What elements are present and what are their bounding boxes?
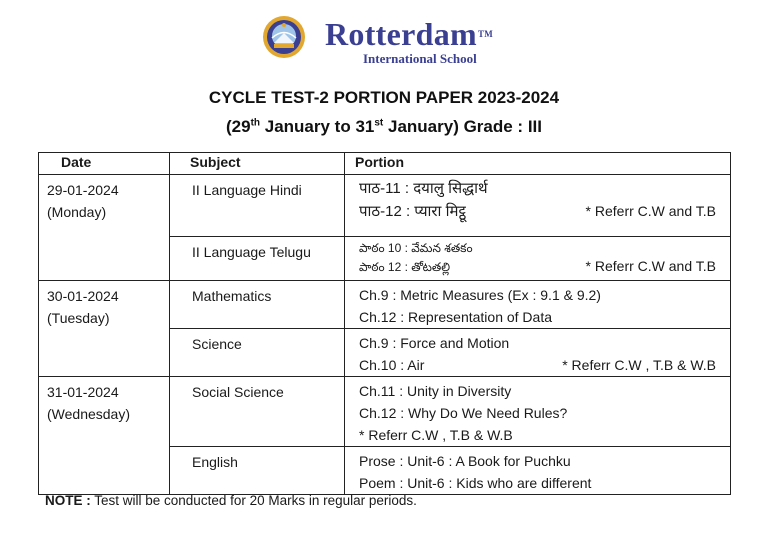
exam-date: 29-01-2024 <box>47 182 119 198</box>
portion-line: పాఠం 10 : వేమన శతకం <box>359 241 473 255</box>
date-cell <box>39 175 170 281</box>
column-header-date: Date <box>39 153 170 175</box>
reference-note: * Referr C.W , T.B & W.B <box>562 357 716 373</box>
portion-cell <box>345 237 731 281</box>
subject-cell: English <box>170 447 345 495</box>
subject-cell: Mathematics <box>170 281 345 329</box>
portion-line: Poem : Unit-6 : Kids who are different <box>359 475 592 491</box>
portion-line: Ch.9 : Force and Motion <box>359 335 510 351</box>
trademark-mark: TM <box>477 29 494 39</box>
portion-line: पाठ-12 : प्यारा मिट्ठू * Referr C.W and T.B <box>359 200 724 223</box>
column-header-portion: Portion <box>345 153 731 175</box>
note-text: NOTE : Test will be conducted for 20 Marks in regular periods. <box>45 493 417 508</box>
subject-cell: II Language Hindi <box>170 175 345 237</box>
school-name: Rotterdam™ <box>325 16 494 52</box>
portion-cell <box>345 329 731 377</box>
portion-table <box>38 152 731 495</box>
portion-line: Ch.12 : Why Do We Need Rules? <box>359 405 568 421</box>
portion-line: Ch.10 : Air * Referr C.W , T.B & W.B <box>359 354 724 376</box>
note-label: NOTE : <box>45 493 91 508</box>
date-cell <box>39 281 170 377</box>
exam-day: (Monday) <box>47 204 107 220</box>
portion-line: Ch.9 : Metric Measures (Ex : 9.1 & 9.2) <box>359 287 601 303</box>
portion-cell <box>345 447 731 495</box>
portion-line: Ch.11 : Unity in Diversity <box>359 383 512 399</box>
reference-note: * Referr C.W and T.B <box>585 203 716 219</box>
exam-day: (Wednesday) <box>47 406 131 422</box>
portion-cell <box>345 281 731 329</box>
subject-cell: Science <box>170 329 345 377</box>
portion-cell <box>345 377 731 447</box>
page-title: CYCLE TEST-2 PORTION PAPER 2023-2024 <box>208 88 560 107</box>
exam-date: 31-01-2024 <box>47 384 119 400</box>
portion-cell <box>345 175 731 237</box>
school-brand <box>325 18 493 66</box>
table-row <box>39 175 731 237</box>
subject-cell: II Language Telugu <box>170 237 345 281</box>
portion-line: पाठ-11 : दयालु सिद्धार्थ <box>359 180 488 197</box>
subject-cell: Social Science <box>170 377 345 447</box>
date-cell <box>39 377 170 495</box>
reference-note: * Referr C.W , T.B & W.B <box>359 427 513 443</box>
portion-line: Ch.12 : Representation of Data <box>359 309 553 325</box>
school-logo-icon <box>262 15 306 59</box>
portion-line: పాఠం 12 : తోటతల్లి * Referr C.W and T.B <box>359 258 716 274</box>
page-subtitle: (29th January to 31st January) Grade : III <box>226 117 542 136</box>
table-row <box>39 377 731 447</box>
portion-line: Prose : Unit-6 : A Book for Puchku <box>359 453 571 469</box>
exam-day: (Tuesday) <box>47 310 110 326</box>
table-header-row <box>39 153 731 175</box>
reference-note: * Referr C.W and T.B <box>585 258 716 274</box>
school-subtitle: International School <box>363 51 477 66</box>
exam-date: 30-01-2024 <box>47 288 119 304</box>
table-row <box>39 281 731 329</box>
column-header-subject: Subject <box>170 153 345 175</box>
